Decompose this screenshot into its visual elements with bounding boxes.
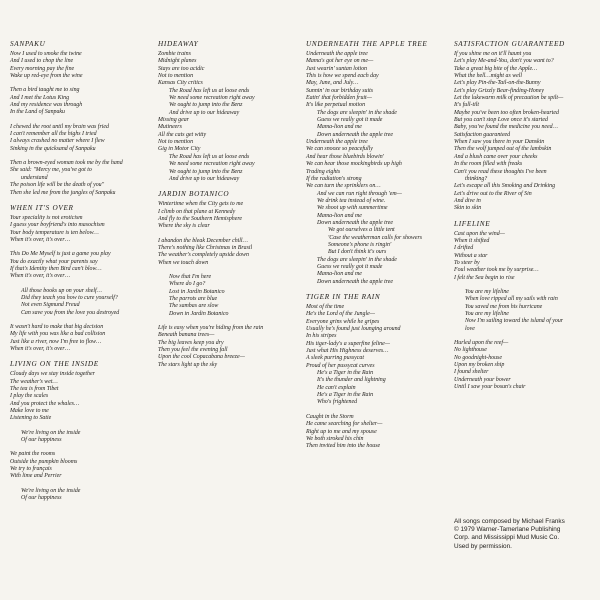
lyric-line: Trading eights — [306, 168, 341, 175]
lyric-line: You do exactly what your parents say — [10, 258, 98, 265]
lyric-line: We can hear those mockingbirds up high — [306, 161, 402, 168]
lyric-line: Someone's phone is ringin' — [328, 241, 392, 248]
lyric-line: And you protect the whales… — [10, 400, 80, 407]
lyric-line: We got ourselves a little tent — [328, 227, 395, 234]
lyric-line: The Road has left us at loose ends — [169, 153, 250, 160]
lyric-line: We shoot up with summertime — [317, 205, 388, 212]
stanza-break — [10, 444, 144, 451]
lyric-line: It's full-tilt — [454, 102, 479, 109]
lyric-line: Take a great big bite of the Apple… — [454, 65, 538, 72]
lyric-line: I play the scales — [10, 393, 49, 400]
lyric-line: No goodnight-house — [454, 354, 502, 361]
lyric-line: The weather's wet… — [10, 378, 58, 385]
lyric-line: Every morning pay the fine — [10, 65, 75, 72]
song-block — [306, 40, 440, 286]
lyric-line: When it's over, it's over… — [10, 236, 70, 243]
lyric-line: Stays are too acidic — [158, 65, 205, 72]
lyric-line: Your body temperature is ten below… — [10, 229, 99, 236]
lyric-line: If that's Identity then Bird can't blow… — [10, 265, 102, 272]
lyric-line: Until I saw your bosun's chair — [454, 384, 526, 391]
lyric-line: Down underneath the apple tree — [317, 131, 394, 138]
lyric-line: Not to mention — [158, 73, 194, 80]
song-block — [454, 40, 588, 213]
stanza-break — [10, 153, 144, 160]
lyric-line: Did they teach you how to cure yourself? — [21, 294, 118, 301]
lyric-line: Let the lukewarm milk of precaution be spilt— — [454, 95, 564, 102]
lyric-line: Then she led me from the jungles of Sanpaku — [10, 189, 116, 196]
lyric-line: Gig in Motor City — [158, 146, 201, 153]
lyric-line: To steer by — [454, 259, 480, 266]
lyric-line: We both stroked his chin — [306, 435, 364, 442]
lyric-line: Upon the cool Copacabana breeze— — [158, 354, 245, 361]
lyric-line: Mama-lion and me — [317, 124, 362, 131]
lyric-line: Underneath the apple tree — [306, 139, 368, 146]
lyric-line: The dogs are sleepin' in the shade — [317, 256, 397, 263]
lyric-line: We can turn the sprinklers on… — [306, 183, 381, 190]
lyric-line: Where do I go? — [169, 281, 206, 288]
lyric-line: All the cats get witty — [158, 131, 207, 138]
lyric-line: I chewed the root until my brain was fried — [10, 123, 109, 130]
lyric-line: Of our happiness — [21, 437, 62, 444]
lyric-line: Let's play Grizzly Bear-finding-Honey — [454, 87, 544, 94]
lyric-line: The weather's completely upside down — [158, 252, 249, 259]
lyric-line: And fly to the Southern Hemisphere — [158, 215, 243, 222]
lyric-line: We need some recreation right away — [169, 161, 255, 168]
lyric-line: Now that I'm here — [169, 273, 212, 280]
lyric-line: When we touch down — [158, 259, 209, 266]
lyric-line: Wake up red-eye from the wine — [10, 73, 83, 80]
lyric-line: Can't you read these thoughts I've been — [454, 168, 547, 175]
lyric-line: In the room filled with freaks — [454, 161, 523, 168]
lyric-line: We're living on the inside — [21, 429, 81, 436]
lyric-line: In the Land of Sanpaku — [10, 109, 65, 116]
lyric-line: Let's escape all this Smoking and Drinking — [454, 183, 556, 190]
song-title: WHEN IT'S OVER — [10, 203, 74, 212]
lyric-line: Down in Jardin Botanico — [169, 310, 229, 317]
lyrics-column-2 — [158, 40, 292, 376]
stanza-break — [158, 231, 292, 238]
lyric-line: Underneath your bower — [454, 376, 511, 383]
lyric-line: Not to mention — [158, 139, 194, 146]
lyric-line: When it's over, it's over… — [10, 273, 70, 280]
credit-line: © 1979 Warner-Tamerlane Publishing — [454, 526, 561, 534]
lyric-line: Now I'm sailing toward the island of your — [465, 318, 564, 325]
lyric-line: What the hell…might as well — [454, 73, 523, 80]
lyric-line: There's nothing like Christmas in Brasil — [158, 244, 253, 251]
lyric-line: When it's over, it's over… — [10, 346, 70, 352]
lyric-line: Upon my broken ship — [454, 362, 505, 369]
lyric-line: Not even Sigmund Freud — [21, 302, 80, 309]
lyric-line: If you shine me on it'll haunt you — [454, 51, 532, 57]
lyric-line: Down underneath the apple tree — [317, 219, 394, 226]
lyrics-column-3 — [306, 40, 440, 458]
lyric-line: Sunnin' in our birthday suits — [306, 87, 374, 94]
credit-line: Corp. and Mississippi Mud Music Co. — [454, 534, 560, 542]
lyric-line: The big leaves keep you dry — [158, 339, 224, 346]
lyric-line: And dive in — [454, 197, 481, 204]
lyric-line: thinking? — [465, 175, 488, 182]
stanza-break — [10, 317, 144, 324]
lyric-line: Satisfaction guaranteed — [454, 131, 511, 138]
lyric-line: Down underneath the apple tree — [317, 278, 394, 285]
lyric-line: Where the sky is clear — [158, 223, 210, 230]
lyric-line: And I used to chop the line — [10, 58, 74, 65]
lyric-line: Missing gear — [158, 117, 189, 124]
lyric-line: Let's play Pin-the-Tail-on-the-Bunny — [454, 80, 541, 87]
lyric-line: All those books up on your shelf… — [21, 287, 102, 294]
lyric-line: Cloudy days we stay inside together — [10, 371, 95, 378]
lyric-line: The dogs are sleepin' in the shade — [317, 109, 397, 116]
lyric-line: My life with you was like a bad collision — [10, 331, 106, 338]
lyric-line: Just wearin' suntan lotion — [306, 65, 367, 72]
lyric-line: Let's drive out to the River of Sin — [454, 190, 532, 197]
lyric-line: His tiger-lady's a superfine feline— — [306, 340, 390, 347]
lyric-line: He can't explain — [317, 384, 356, 391]
song-title: UNDERNEATH THE APPLE TREE — [306, 40, 428, 48]
lyric-line: It wasn't hard to make that big decision — [10, 323, 104, 330]
lyric-line: Make love to me — [10, 408, 49, 415]
lyric-line: It's the thunder and lightning — [317, 377, 386, 384]
song-title: HIDEAWAY — [158, 40, 199, 48]
song-title: SATISFACTION GUARANTEED — [454, 40, 565, 48]
lyric-line: And I met the Lotus King — [10, 94, 70, 101]
lyric-line: The tea is from Tibet — [10, 386, 59, 393]
lyrics-column-4 — [454, 40, 588, 398]
lyric-line: 'Case the weatherman calls for showers — [328, 234, 423, 241]
lyric-line: I found shelter — [454, 369, 489, 376]
lyric-line: In his stripes — [306, 333, 337, 340]
lyric-line: We need some recreation right away — [169, 95, 255, 102]
stanza-break — [10, 117, 144, 124]
lyric-line: Maybe you've been too often broken-hearted — [454, 109, 559, 116]
lyric-line: We ought to jump into the Benz — [169, 102, 243, 109]
lyric-line: And my residence was through — [10, 102, 83, 109]
lyric-line: And a blush came over your cheeks — [454, 153, 538, 160]
lyric-line: A sleek purring pussycat — [306, 355, 364, 362]
lyric-line: Zombie trains — [158, 51, 191, 57]
lyric-line: And drive up to our hideaway — [169, 109, 240, 116]
lyric-line: The sambas are slow — [169, 303, 219, 310]
lyric-line: Without a star — [454, 252, 488, 259]
lyric-line: Life is easy when you're hiding from the rain — [158, 325, 264, 331]
lyric-line: Everyone grins while he gripes — [306, 318, 380, 325]
lyric-line: But I don't think it's ours — [328, 249, 387, 256]
lyric-line: And we can run right through 'em— — [317, 190, 402, 197]
lyric-line: Foul weather took me by surprise… — [454, 267, 539, 274]
lyric-line: I always crashed no matter where I flew — [10, 138, 105, 145]
song-block — [158, 190, 292, 369]
lyric-line: Usually he's found just lounging around — [306, 326, 401, 333]
lyric-line: He's a Tiger in the Rain — [317, 370, 374, 377]
lyric-line: I climb on that plane at Kennedy — [158, 208, 236, 215]
lyric-line: Cast upon the wind— — [454, 230, 505, 237]
song-block — [10, 360, 144, 502]
lyric-line: Baby, you've found the medicine you need… — [454, 124, 558, 131]
lyric-line: We try to français — [10, 466, 52, 473]
lyric-line: Eatin' that forbidden fruit— — [306, 95, 372, 102]
lyric-line: Underneath the apple tree — [306, 51, 368, 57]
lyric-line: He's a Tiger in the Rain — [317, 392, 374, 399]
lyric-line: understand — [21, 174, 48, 181]
lyric-line: Then the wolf jumped out of the lambskin — [454, 146, 552, 153]
lyric-line: Skin to skin — [454, 205, 482, 212]
lyric-line: This is how we spend each day — [306, 73, 379, 80]
stanza-break — [158, 267, 292, 274]
lyric-line: We're living on the inside — [21, 487, 81, 494]
lyric-line: The poison life will be the death of you" — [10, 182, 105, 189]
lyric-line: Mutineers — [158, 124, 182, 131]
stanza-break — [454, 333, 588, 340]
song-title: LIFELINE — [454, 219, 491, 228]
lyric-line: But you can't stop Love once it's started — [454, 117, 548, 124]
lyric-line: Then a brown-eyed woman took me by the hand — [10, 160, 123, 167]
lyric-line: Guess we really got it made — [317, 117, 383, 124]
stanza-break — [10, 281, 144, 288]
lyric-line: May, June, and July… — [306, 80, 359, 87]
lyric-line: We drink tea instead of wine. — [317, 197, 386, 204]
lyric-line: Outside the pumpkin blooms — [10, 458, 78, 465]
lyric-line: Kansas City critics — [158, 80, 203, 87]
lyric-line: Listening to Satie — [10, 415, 52, 422]
lyric-line: She said: "Mercy me, you've got to — [10, 167, 92, 174]
lyric-line: Mama's got her eye on me— — [306, 58, 374, 65]
credit-line: Used by permission. — [454, 542, 512, 550]
lyric-line: Then you feel the evening fall — [158, 347, 228, 354]
song-block — [454, 220, 588, 392]
song-block — [158, 40, 292, 183]
lyric-line: I abandon the bleak December chill… — [158, 237, 248, 244]
lyric-line: Now I used to smoke the twine — [10, 51, 82, 57]
song-title: LIVING ON THE INSIDE — [10, 360, 99, 369]
lyric-line: Let's play Me-and-You, don't you want to? — [454, 58, 554, 65]
lyric-line: Sinking in the quicksand of Sanpaku — [10, 145, 96, 152]
lyric-line: Then a bird taught me to sing — [10, 87, 80, 94]
lyric-line: Guess we really got it made — [317, 263, 383, 270]
lyric-line: You are my lifeline — [465, 311, 509, 317]
stanza-break — [158, 318, 292, 325]
credits-block — [454, 518, 594, 551]
lyric-line: With lime and Perrier — [10, 473, 62, 480]
lyric-line: Mama-lion and me — [317, 212, 362, 219]
lyric-line: He's the Lord of the Jungle— — [306, 311, 375, 318]
lyric-line: It's like perpetual motion — [306, 102, 366, 109]
lyric-line: Just what His Highness deserves… — [306, 348, 389, 355]
lyric-line: Mama-lion and me — [317, 271, 362, 278]
stanza-break — [454, 282, 588, 289]
lyric-line: Your speciality is not eroticism — [10, 214, 83, 221]
lyric-line: I drifted — [454, 245, 474, 252]
song-block — [306, 293, 440, 451]
lyric-line: When love ripped all my sails with rain — [465, 296, 558, 303]
lyric-line: I guess your boyfriend's into masochism — [10, 222, 105, 229]
lyric-line: This Do Me Myself is just a game you play — [10, 251, 111, 258]
lyric-line: The Road has left us at loose ends — [169, 87, 250, 94]
lyric-line: Midnight planes — [158, 58, 197, 65]
lyric-line: We ought to jump into the Benz — [169, 168, 243, 175]
song-block — [10, 204, 144, 354]
lyric-line: The stars light up the sky — [158, 361, 218, 368]
song-title: TIGER IN THE RAIN — [306, 293, 381, 301]
lyric-line: When I saw you there in your Danskin — [454, 139, 545, 146]
lyric-line: Then invited him into the house — [306, 443, 381, 450]
lyric-line: And drive up to our hideaway — [169, 175, 240, 182]
stanza-break — [10, 481, 144, 488]
lyric-line: If the radiation's strong — [306, 175, 362, 182]
lyric-line: The parrots are blue — [169, 295, 218, 302]
song-title: JARDIN BOTANICO — [158, 190, 230, 199]
credit-line: All songs composed by Michael Franks — [454, 518, 565, 525]
lyric-line: Can save you from the love you destroyed — [21, 309, 120, 316]
lyric-line: We paint the rooms — [10, 451, 56, 458]
lyric-line: Caught in the Storm — [306, 413, 354, 420]
lyric-line: Right up to me and my spouse — [306, 428, 377, 435]
stanza-break — [306, 407, 440, 414]
lyric-line: We can snooze so peacefully — [306, 146, 373, 153]
stanza-break — [10, 423, 144, 430]
lyric-line: And hear those bluebirds blowin' — [306, 153, 384, 160]
song-block — [10, 40, 144, 197]
lyric-line: Proud of her pussycat curves — [306, 362, 375, 369]
lyric-line: You saved me from his hurricane — [465, 303, 543, 310]
lyric-line: I felt the Sea begin to rise — [454, 274, 515, 281]
song-title: SANPAKU — [10, 40, 46, 48]
lyric-line: Most of the time — [306, 304, 345, 310]
lyric-line: Hurled upon the reef— — [454, 340, 509, 347]
lyric-line: He came searching for shelter— — [306, 421, 383, 428]
lyric-line: You are my lifeline — [465, 288, 509, 295]
lyric-line: Just like a river, now I'm free to flow… — [10, 338, 102, 345]
lyric-line: Wintertime when the City gets to me — [158, 201, 244, 208]
lyric-line: Who's frightened — [317, 399, 358, 406]
lyric-line: No lighthouse — [454, 347, 487, 354]
lyric-line: Lost in Jardin Botanico — [169, 288, 225, 295]
stanza-break — [10, 80, 144, 87]
lyrics-column-1 — [10, 40, 144, 510]
lyric-line: Of our happiness — [21, 495, 62, 502]
lyric-line: When it shifted — [454, 237, 490, 244]
lyric-line: Beneath banana trees— — [158, 332, 215, 339]
lyric-line: love — [465, 325, 475, 332]
lyric-line: I can't remember all the highs I tried — [10, 131, 97, 138]
